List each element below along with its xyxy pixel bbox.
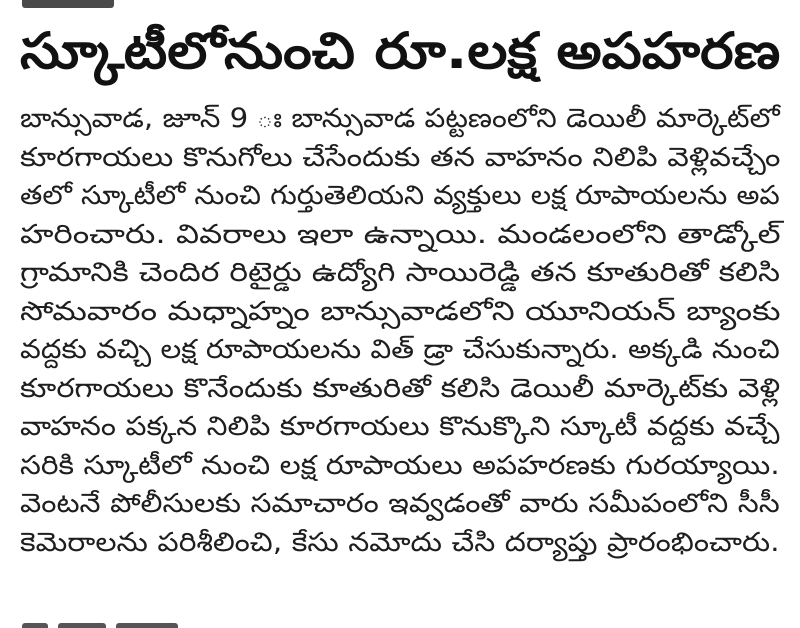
body-line: కూరగాయలు కొనుగోలు చేసేందుకు తన వాహనం నిలిపి వెళ్లివచ్చేం	[20, 141, 781, 173]
clipped-next-text	[22, 616, 232, 628]
body-line: వెంటనే పోలీసులకు సమాచారం ఇవ్వడంతో వారు సమీపంలోని సీసీ	[20, 488, 780, 519]
body-line: తలో స్కూటీలో నుంచి గుర్తుతెలియని వ్యక్తులు లక్ష రూపాయలను అప	[20, 180, 780, 211]
body-line: కెమెరాలను పరిశీలించి, కేసు నమోదు చేసి దర్యాప్తు ప్రారంభించారు.	[20, 526, 780, 558]
body-line: సరికి స్కూటీలో నుంచి లక్ష రూపాయలు అపహరణకు గురయ్యాయి.	[20, 449, 780, 481]
article-body	[20, 100, 780, 562]
body-line: బాన్సువాడ, జూన్ 9 ః బాన్సువాడ పట్టణంలోని డెయిలీ మార్కెట్‌లో	[20, 103, 780, 134]
news-article	[20, 18, 780, 562]
body-line: గ్రామానికి చెందిర రిటైర్డు ఉద్యోగి సాయిరెడ్డి తన కూతురితో కలిసి	[20, 257, 781, 288]
body-line: సోమవారం మధ్నాహ్నం బాన్సువాడలోని యూనియన్ బ్యాంకు	[20, 295, 781, 327]
clipped-previous-text	[22, 0, 114, 8]
body-line: కూరగాయలు కొనేందుకు కూతురితో కలిసి డెయిలీ మార్కెట్‌కు వెళ్లి	[20, 372, 781, 404]
body-line: హరించారు. వివరాలు ఇలా ఉన్నాయి. మండలంలోని తాడ్కోల్	[20, 218, 781, 250]
body-line: వద్దకు వచ్చి లక్ష రూపాయలను విత్ డ్రా చేసుకున్నారు. అక్కడి నుంచి	[20, 334, 780, 365]
body-line: వాహనం పక్కన నిలిపి కూరగాయలు కొనుక్కొని స్కూటీ వద్దకు వచ్చే	[20, 411, 780, 442]
article-headline: స్కూటీలోనుంచి రూ.లక్ష అపహరణ	[20, 22, 781, 80]
